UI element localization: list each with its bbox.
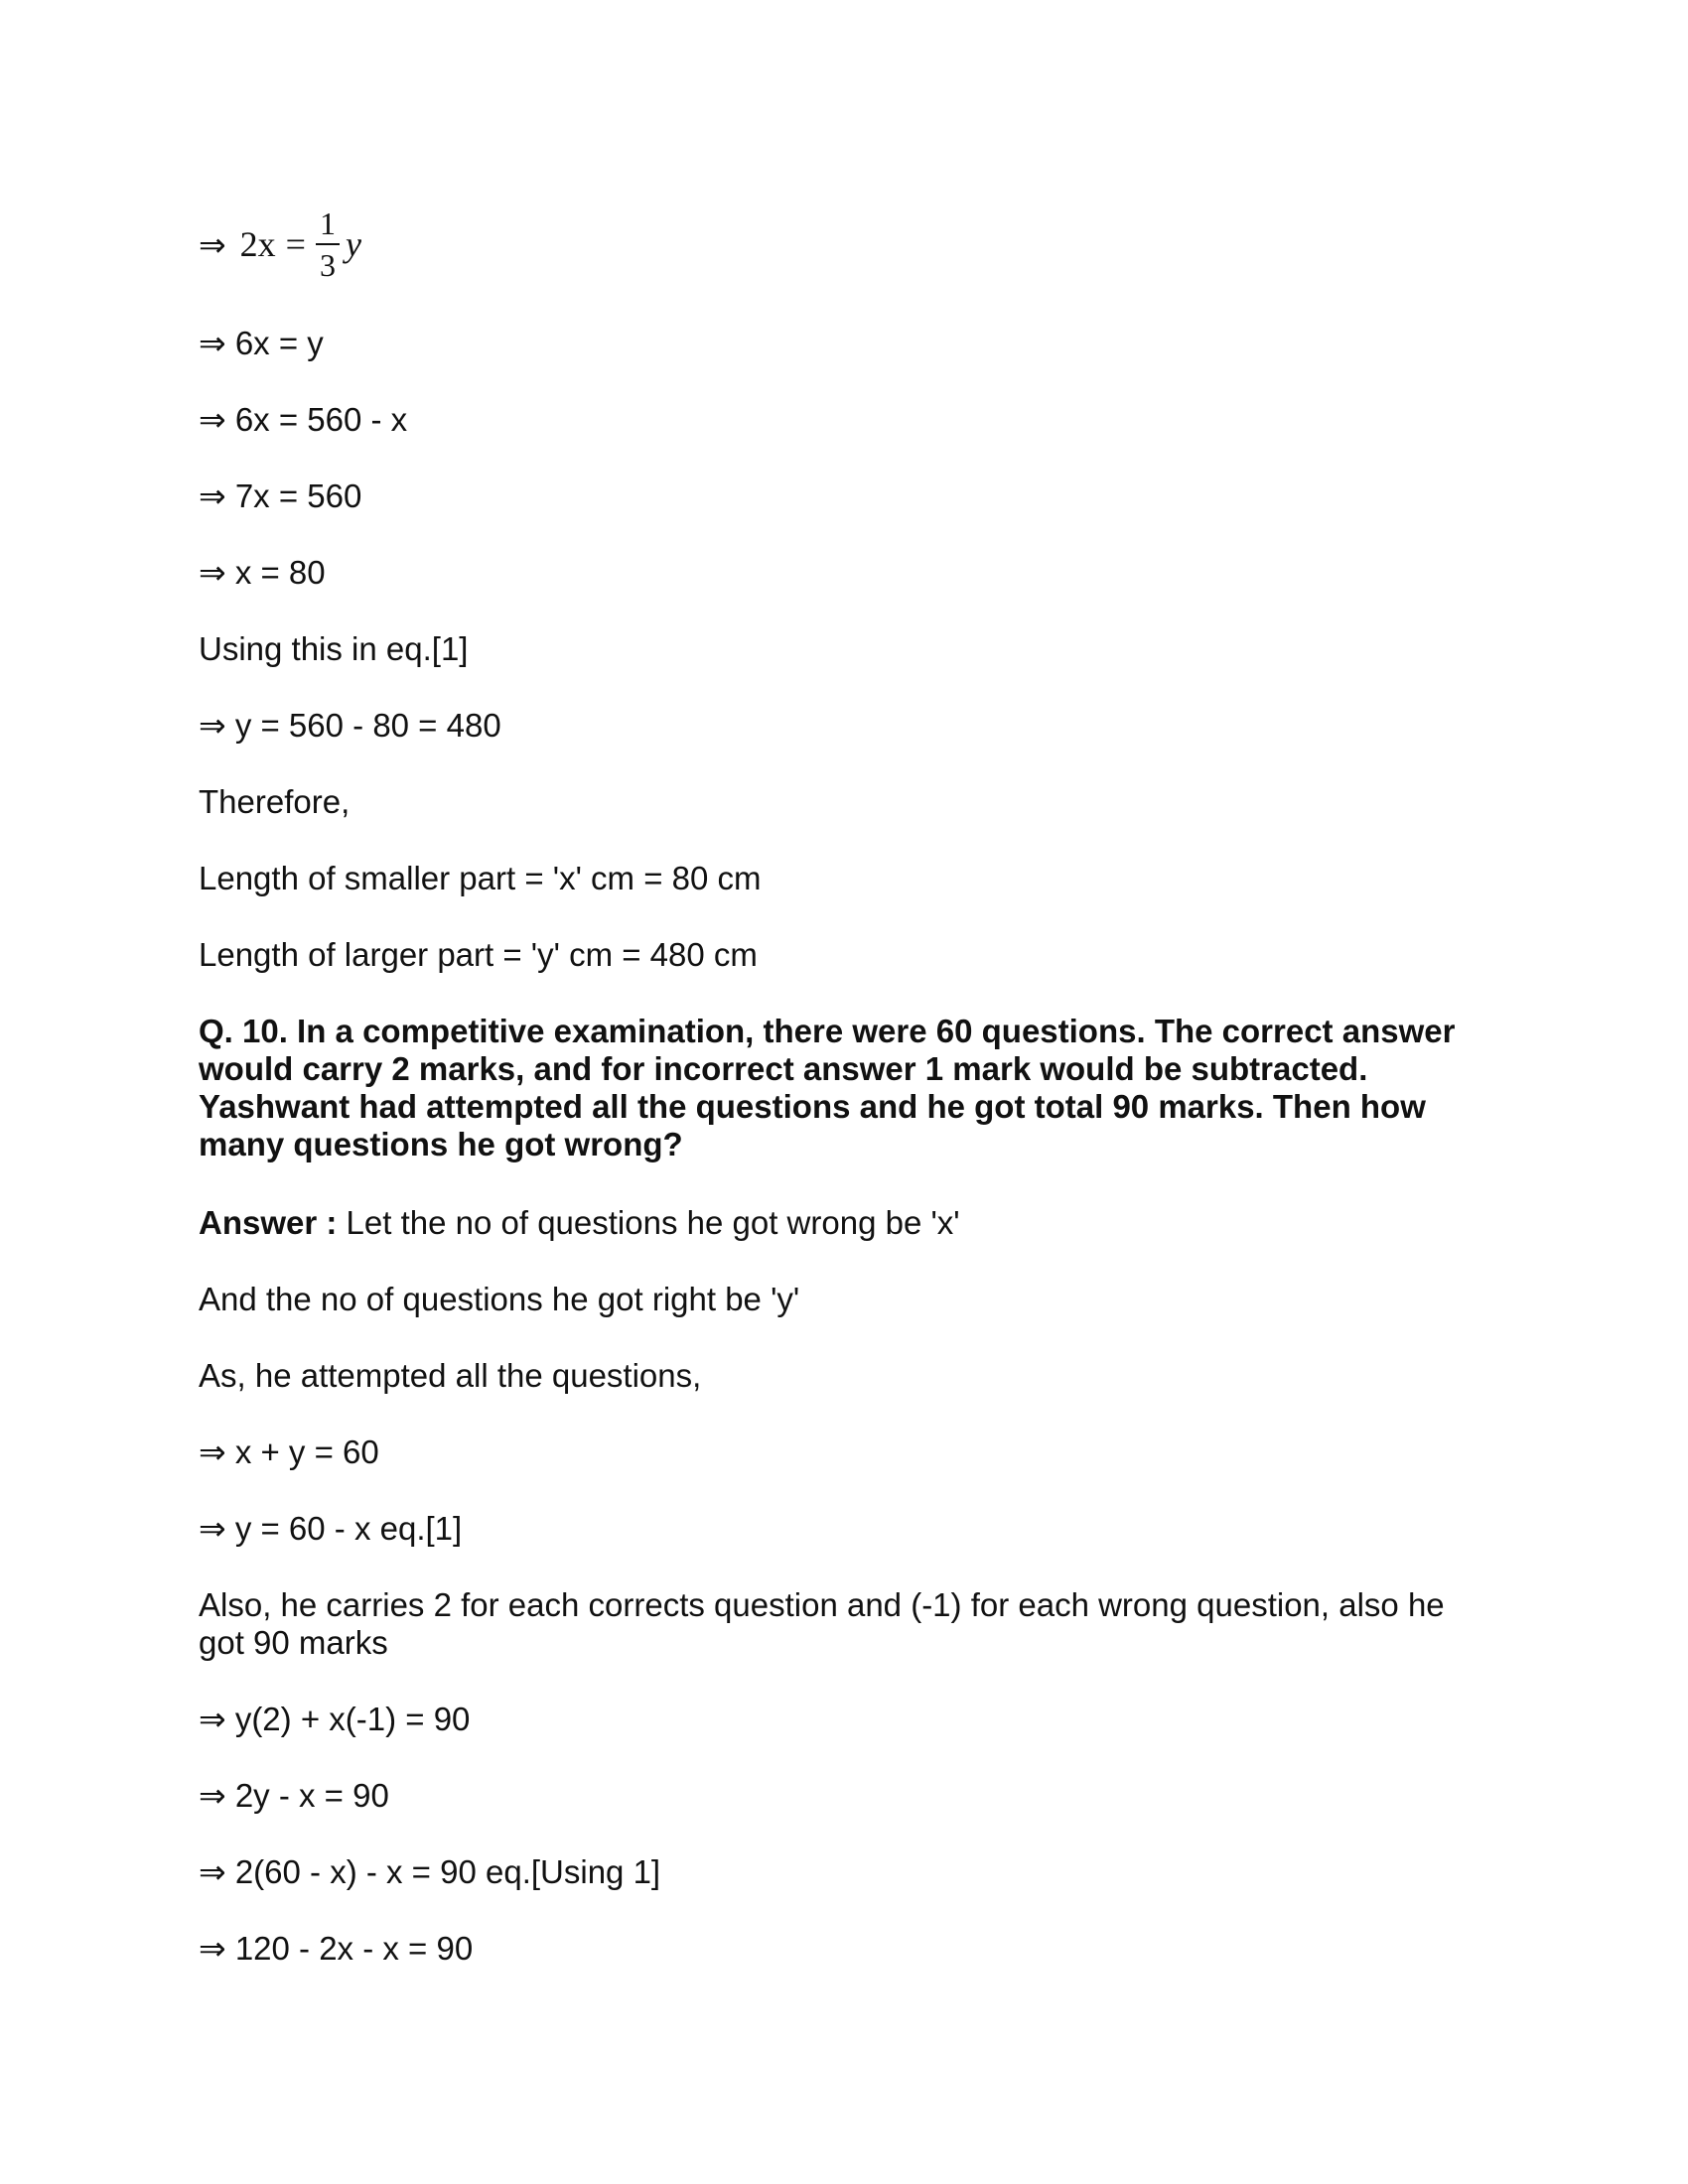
question-heading: Q. 10. In a competitive examination, there were 60 questions. The correct answer would carry 2 marks, and for incorrect answer 1 mark would be subtracted. Yashwant had attempted all the questions and he got total 90 marks. Then how many questions he got wrong? <box>199 1013 1456 1162</box>
text-line: ⇒ 120 - 2x - x = 90 <box>199 1930 474 1967</box>
equals-sign: = <box>285 224 306 264</box>
fraction <box>316 207 340 281</box>
text-line: Using this in eq.[1] <box>199 630 469 667</box>
answer-text: Let the no of questions he got wrong be 'x' <box>337 1204 960 1241</box>
fraction-denominator: 3 <box>319 247 336 283</box>
fraction-numerator: 1 <box>316 207 340 245</box>
text-line: ⇒ y = 60 - x eq.[1] <box>199 1510 463 1547</box>
text-line: ⇒ y(2) + x(-1) = 90 <box>199 1701 471 1737</box>
answer-line <box>199 1204 1489 1242</box>
text-line: And the no of questions he got right be 'y' <box>199 1281 800 1317</box>
text-line: As, he attempted all the questions, <box>199 1357 702 1394</box>
text-line: ⇒ 7x = 560 <box>199 478 362 514</box>
text-line: ⇒ 2(60 - x) - x = 90 eq.[Using 1] <box>199 1853 661 1890</box>
text-line: ⇒ x + y = 60 <box>199 1433 379 1470</box>
text-line: ⇒ 6x = 560 - x <box>199 401 408 438</box>
text-line: ⇒ x = 80 <box>199 554 326 591</box>
text-line: ⇒ 6x = y <box>199 325 324 361</box>
text-line: ⇒ y = 560 - 80 = 480 <box>199 707 501 744</box>
text-line: Therefore, <box>199 783 351 820</box>
implies-symbol: ⇒ <box>199 225 226 263</box>
text-line: Length of smaller part = 'x' cm = 80 cm <box>199 860 762 896</box>
equation-lhs: 2x <box>239 224 276 264</box>
equation-variable: y <box>345 224 361 264</box>
equation-fraction <box>199 195 361 294</box>
text-line: Length of larger part = 'y' cm = 480 cm <box>199 936 758 973</box>
answer-label: Answer : <box>199 1204 338 1241</box>
text-line: Also, he carries 2 for each corrects question and (-1) for each wrong question, also he got 90 marks <box>199 1586 1445 1661</box>
text-line: ⇒ 2y - x = 90 <box>199 1777 389 1814</box>
